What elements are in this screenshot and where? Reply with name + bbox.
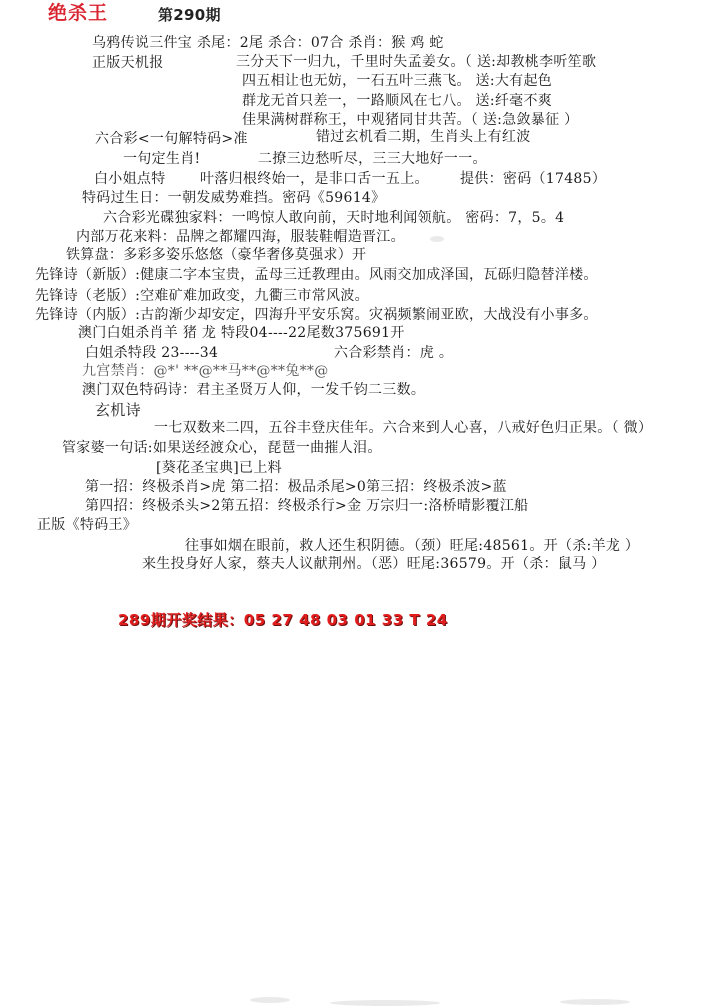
line-disc-exclusive: 六合彩光碟独家料：一鸣惊人敢向前，天时地利闻领航。 密码：7，5。4 [103,210,565,226]
line-baixiaojie-code: 提供：密码（17485） [460,171,607,187]
section-tema-wang: 正版《特码王》 [37,517,138,533]
line-tianji-3: 群龙无首只差一，一路顺风在七八。 送:纤毫不爽 [242,93,553,109]
scan-smudge [560,999,630,1005]
line-macau-poem: 澳门双色特码诗：君主圣贤万人仰，一发千钧二三数。 [82,382,426,398]
line-zodiac-text: 二撩三边愁听尽，三三大地好一一。 [258,151,487,167]
scan-smudge [330,1000,440,1006]
line-poem-new: 先锋诗（新版）:健康二字本宝贵，孟母三迁教理由。风雨交加成泽国，瓦砾归隐替洋楼。 [35,267,598,283]
section-xuanji-poem: 玄机诗 [95,401,141,419]
line-baijie-segment: 白姐杀特段 23----34 [85,345,219,361]
line-poem-old: 先锋诗（老版）:空难矿难加政变，九衢三市常风波。 [35,288,369,304]
line-one-sentence-label: 六合彩<一句解特码>准 [95,131,248,147]
line-tianji-4: 佳果满树群称王，中观猪同甘共苦。（ 送:急敛暴征 ） [242,112,579,128]
line-tema-1: 往事如烟在眼前，救人还生积阴德。（颈）旺尾:48561。开（杀:羊龙 ） [185,538,640,554]
line-one-sentence-text: 错过玄机看二期，生肖头上有红波 [316,129,531,145]
line-tianji-1: 三分天下一归九，千里时失孟姜女。（ 送:却教桃李听笙歌 [236,54,597,70]
line-tianji-2: 四五相让也无妨，一石五叶三燕飞。 送:大有起色 [242,73,553,89]
scan-smudge [250,997,290,1003]
line-banned-zodiac: 六合彩禁肖：虎 。 [334,345,454,361]
line-xuanji-text: 一七双数来二四，五谷丰登庆佳年。六合来到人心喜，八戒好色归正果。（ 微） [154,420,653,436]
line-abacus: 铁算盘：多彩多姿乐悠悠（豪华奢侈莫强求）开 [66,247,367,263]
page-title: 绝杀王 [48,2,109,24]
line-moves-2: 第四招：终极杀头>2第五招：终极杀行>金 万宗归一:洛桥晴影覆江船 [85,498,529,514]
line-housekeeper: 管家婆一句话:如果送经渡众心，琵琶一曲摧人泪。 [62,440,382,456]
line-tianji-label: 正版天机报 [92,55,164,71]
line-moves-1: 第一招：终极杀肖>虎 第二招：极品杀尾>0第三招：终极杀波>蓝 [85,479,507,495]
line-tema-2: 来生投身好人家，蔡夫人议献荆州。（恶）旺尾:36579。开（杀：鼠马 ） [142,556,606,572]
line-wanhua: 内部万花来料：品牌之都耀四海，服装鞋帽造晋江。 [76,229,405,245]
line-birthday: 特码过生日：一朝发威势难挡。密码《59614》 [82,190,386,206]
line-crow-legend: 乌鸦传说三件宝 杀尾：2尾 杀合：07合 杀肖：猴 鸡 蛇 [92,35,444,51]
line-zodiac-label: 一句定生肖! [123,151,201,167]
draw-result: 289期开奖结果：05 27 48 03 01 33 T 24 [118,611,448,629]
line-baixiaojie-label: 白小姐点特 [94,171,166,187]
line-nine-palace: 九宫禁肖：@*' **@**马**@**兔**@ [82,363,329,379]
line-baixiaojie-text: 叶落归根终始一，是非口舌一五上。 [200,171,429,187]
section-kuihua: [葵花圣宝典]已上料 [156,460,282,476]
line-macau-baijie: 澳门白姐杀肖羊 猪 龙 特段04----22尾数375691开 [78,325,405,341]
line-poem-inner: 先锋诗（内版）:古韵渐少却安定，四海升平安乐窝。灾祸频繁闹亚欧，大战没有小事多。 [35,307,598,323]
issue-number: 第290期 [158,6,221,24]
scan-smudge [430,236,444,242]
